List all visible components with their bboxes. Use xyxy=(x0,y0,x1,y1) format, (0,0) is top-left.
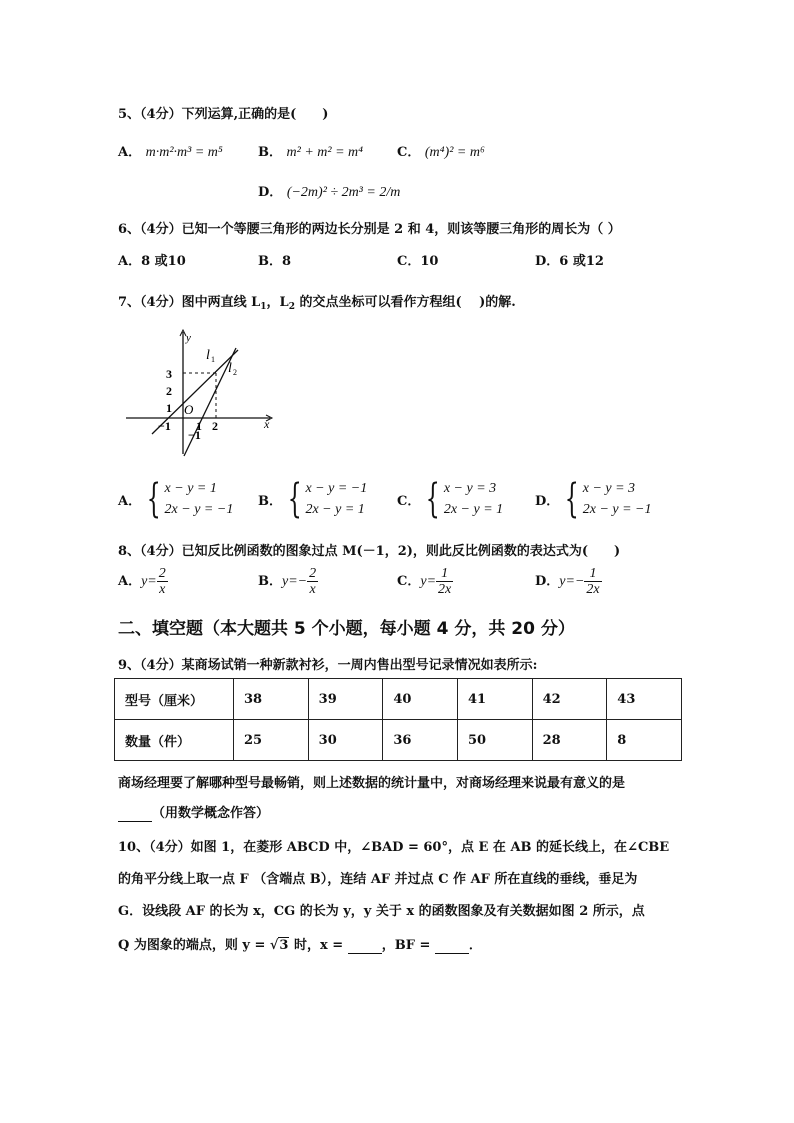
q7-option-b xyxy=(258,478,367,520)
q8-option-d xyxy=(535,566,602,597)
q8-option-d-lhs: y=− xyxy=(559,574,585,589)
q6-option-d: D．6 或12 xyxy=(535,254,604,269)
q8-option-c-den: 2x xyxy=(438,582,452,597)
y-tick-neg1: −1 xyxy=(188,428,201,442)
table-cell: 25 xyxy=(234,720,309,761)
table-cell: 38 xyxy=(234,679,309,720)
q8-option-c-lhs: y= xyxy=(420,574,437,589)
q6-option-b: B．8 xyxy=(258,254,292,269)
q10-line4-b: 时，x = xyxy=(289,938,348,953)
q5-option-c-label: C． xyxy=(397,145,421,160)
q8-stem: 8、（4分）已知反比例函数的图象过点 M(－1，2)，则此反比例函数的表达式为( ) xyxy=(118,544,621,559)
q7-stem-sub1: 1 xyxy=(260,302,267,312)
q8-option-a-num: 2 xyxy=(158,566,166,581)
q7-stem-prefix: 7、（4分）图中两直线 L xyxy=(118,295,261,310)
q5-option-b xyxy=(258,141,363,161)
table-cell: 40 xyxy=(383,679,458,720)
q10-line2: 的角平分线上取一点 F （含端点 B），连结 AF 并过点 C 作 AF 所在直线的垂线，垂足为 xyxy=(118,872,638,887)
q8-option-b-num: 2 xyxy=(309,566,317,581)
q6-option-a: A．8 或10 xyxy=(118,254,186,269)
q7-option-a-eq1: x − y = 1 xyxy=(164,481,217,496)
q9-line2-text: （用数学概念作答） xyxy=(152,806,270,821)
x-tick-1: 1 xyxy=(196,419,202,433)
q7-graph xyxy=(120,326,280,458)
q10-line4 xyxy=(118,934,482,954)
y-tick-2: 2 xyxy=(166,384,172,398)
line-l1-label: l xyxy=(206,348,210,363)
q5-stem: 5、（4分）下列运算,正确的是( ) xyxy=(118,107,329,122)
q10-line3: G．设线段 AF 的长为 x，CG 的长为 y，y 关于 x 的函数图象及有关数据如图 2 所示，点 xyxy=(118,904,645,919)
q7-option-c xyxy=(397,478,503,520)
x-axis-label: x xyxy=(264,417,270,431)
q8-option-a xyxy=(118,566,168,597)
q10-line4-c: ，BF = xyxy=(381,938,435,953)
q8-option-c-label: C． xyxy=(397,574,421,589)
table-cell: 43 xyxy=(607,679,682,720)
line-l1-sub: 1 xyxy=(211,355,215,364)
y-axis-label: y xyxy=(186,332,191,344)
table-cell: 42 xyxy=(532,679,607,720)
x-tick-neg1: −1 xyxy=(158,419,171,433)
q7-option-d-eq2: 2x − y = −1 xyxy=(582,502,652,517)
q8-option-a-label: A． xyxy=(118,574,142,589)
q10-line4-d: ． xyxy=(468,938,482,953)
q5-option-a-label: A． xyxy=(118,145,142,160)
q7-option-c-eq2: 2x − y = 1 xyxy=(443,502,504,517)
q10-line4-sqrt: 3 xyxy=(279,938,289,953)
q7-stem-suffix: 的交点坐标可以看作方程组( )的解. xyxy=(294,295,516,310)
brace-icon: { xyxy=(146,476,161,522)
q8-option-c xyxy=(397,566,453,597)
brace-icon: { xyxy=(426,476,441,522)
q8-option-b-lhs: y=− xyxy=(282,574,308,589)
q8-option-a-den: x xyxy=(159,582,166,597)
q8-option-c-num: 1 xyxy=(436,566,453,582)
q7-stem xyxy=(118,291,516,312)
q8-option-d-num: 1 xyxy=(584,566,601,582)
q8-option-d-den: 2x xyxy=(586,582,600,597)
q6-option-c: C．10 xyxy=(397,254,439,269)
q7-option-a-label: A． xyxy=(118,493,142,509)
q9-table xyxy=(114,678,682,761)
q8-option-d-label: D． xyxy=(535,574,560,589)
q10-bf-blank[interactable] xyxy=(435,938,469,954)
q7-stem-mid: ，L xyxy=(266,295,289,310)
q7-option-c-label: C． xyxy=(397,493,421,509)
table-cell: 28 xyxy=(532,720,607,761)
q7-option-b-eq1: x − y = −1 xyxy=(305,481,368,496)
table-cell: 8 xyxy=(607,720,682,761)
y-tick-3: 3 xyxy=(166,367,172,381)
q7-option-b-label: B． xyxy=(258,493,282,509)
q6-stem: 6、（4分）已知一个等腰三角形的两边长分别是 2 和 4，则该等腰三角形的周长为（ ） xyxy=(118,222,621,237)
q9-answer-blank[interactable] xyxy=(118,806,152,822)
q7-option-a-eq2: 2x − y = −1 xyxy=(164,502,234,517)
table-header-count: 数量（件） xyxy=(115,720,234,761)
q5-option-d xyxy=(258,181,400,201)
q7-option-d-eq1: x − y = 3 xyxy=(582,481,636,496)
q10-line4-a: Q 为图象的端点，则 y = xyxy=(118,938,270,953)
q9-line2 xyxy=(118,802,269,822)
q8-option-b xyxy=(258,566,318,597)
q7-option-d xyxy=(535,478,652,520)
q9-line1: 商场经理要了解哪种型号最畅销，则上述数据的统计量中，对商场经理来说最有意义的是 xyxy=(118,776,626,791)
q7-option-c-eq1: x − y = 3 xyxy=(443,481,497,496)
q5-option-c-expr: (m⁴)² = m⁶ xyxy=(424,145,485,160)
table-header-size: 型号（厘米） xyxy=(115,679,234,720)
y-tick-1: 1 xyxy=(166,401,172,415)
q5-option-a xyxy=(118,141,223,161)
q8-option-a-lhs: y= xyxy=(141,574,157,589)
q8-option-b-label: B． xyxy=(258,574,282,589)
table-cell: 39 xyxy=(308,679,383,720)
q5-option-b-expr: m² + m² = m⁴ xyxy=(286,145,364,160)
table-cell: 41 xyxy=(457,679,532,720)
origin-label: O xyxy=(184,402,194,417)
q5-option-a-expr: m·m²·m³ = m⁵ xyxy=(145,145,223,160)
x-tick-2: 2 xyxy=(212,419,218,433)
section-heading: 二、填空题（本大题共 5 个小题，每小题 4 分，共 20 分） xyxy=(118,619,575,639)
q9-stem: 9、（4分）某商场试销一种新款衬衫，一周内售出型号记录情况如表所示: xyxy=(118,658,538,673)
q10-line1: 10、（4分）如图 1，在菱形 ABCD 中，∠BAD = 60°，点 E 在 AB 的延长线上，在∠CBE xyxy=(118,840,670,855)
brace-icon: { xyxy=(565,476,580,522)
q5-option-b-label: B． xyxy=(258,145,282,160)
line-l2-sub: 2 xyxy=(233,368,237,377)
q10-x-blank[interactable] xyxy=(348,938,382,954)
brace-icon: { xyxy=(287,476,302,522)
line-l2-label: l xyxy=(228,361,232,376)
q5-option-d-label: D． xyxy=(258,185,283,200)
q7-option-a xyxy=(118,478,233,520)
table-row xyxy=(115,720,682,761)
table-cell: 50 xyxy=(457,720,532,761)
sqrt-icon: √3 xyxy=(269,938,289,953)
q8-option-b-den: x xyxy=(309,582,316,597)
q7-option-b-eq2: 2x − y = 1 xyxy=(305,502,365,517)
table-cell: 36 xyxy=(383,720,458,761)
q7-stem-sub2: 2 xyxy=(288,302,295,312)
table-row xyxy=(115,679,682,720)
table-cell: 30 xyxy=(308,720,383,761)
q7-option-d-label: D． xyxy=(535,493,560,509)
q5-option-d-expr: (−2m)² ÷ 2m³ = 2/m xyxy=(286,185,401,200)
q5-option-c xyxy=(397,141,485,161)
